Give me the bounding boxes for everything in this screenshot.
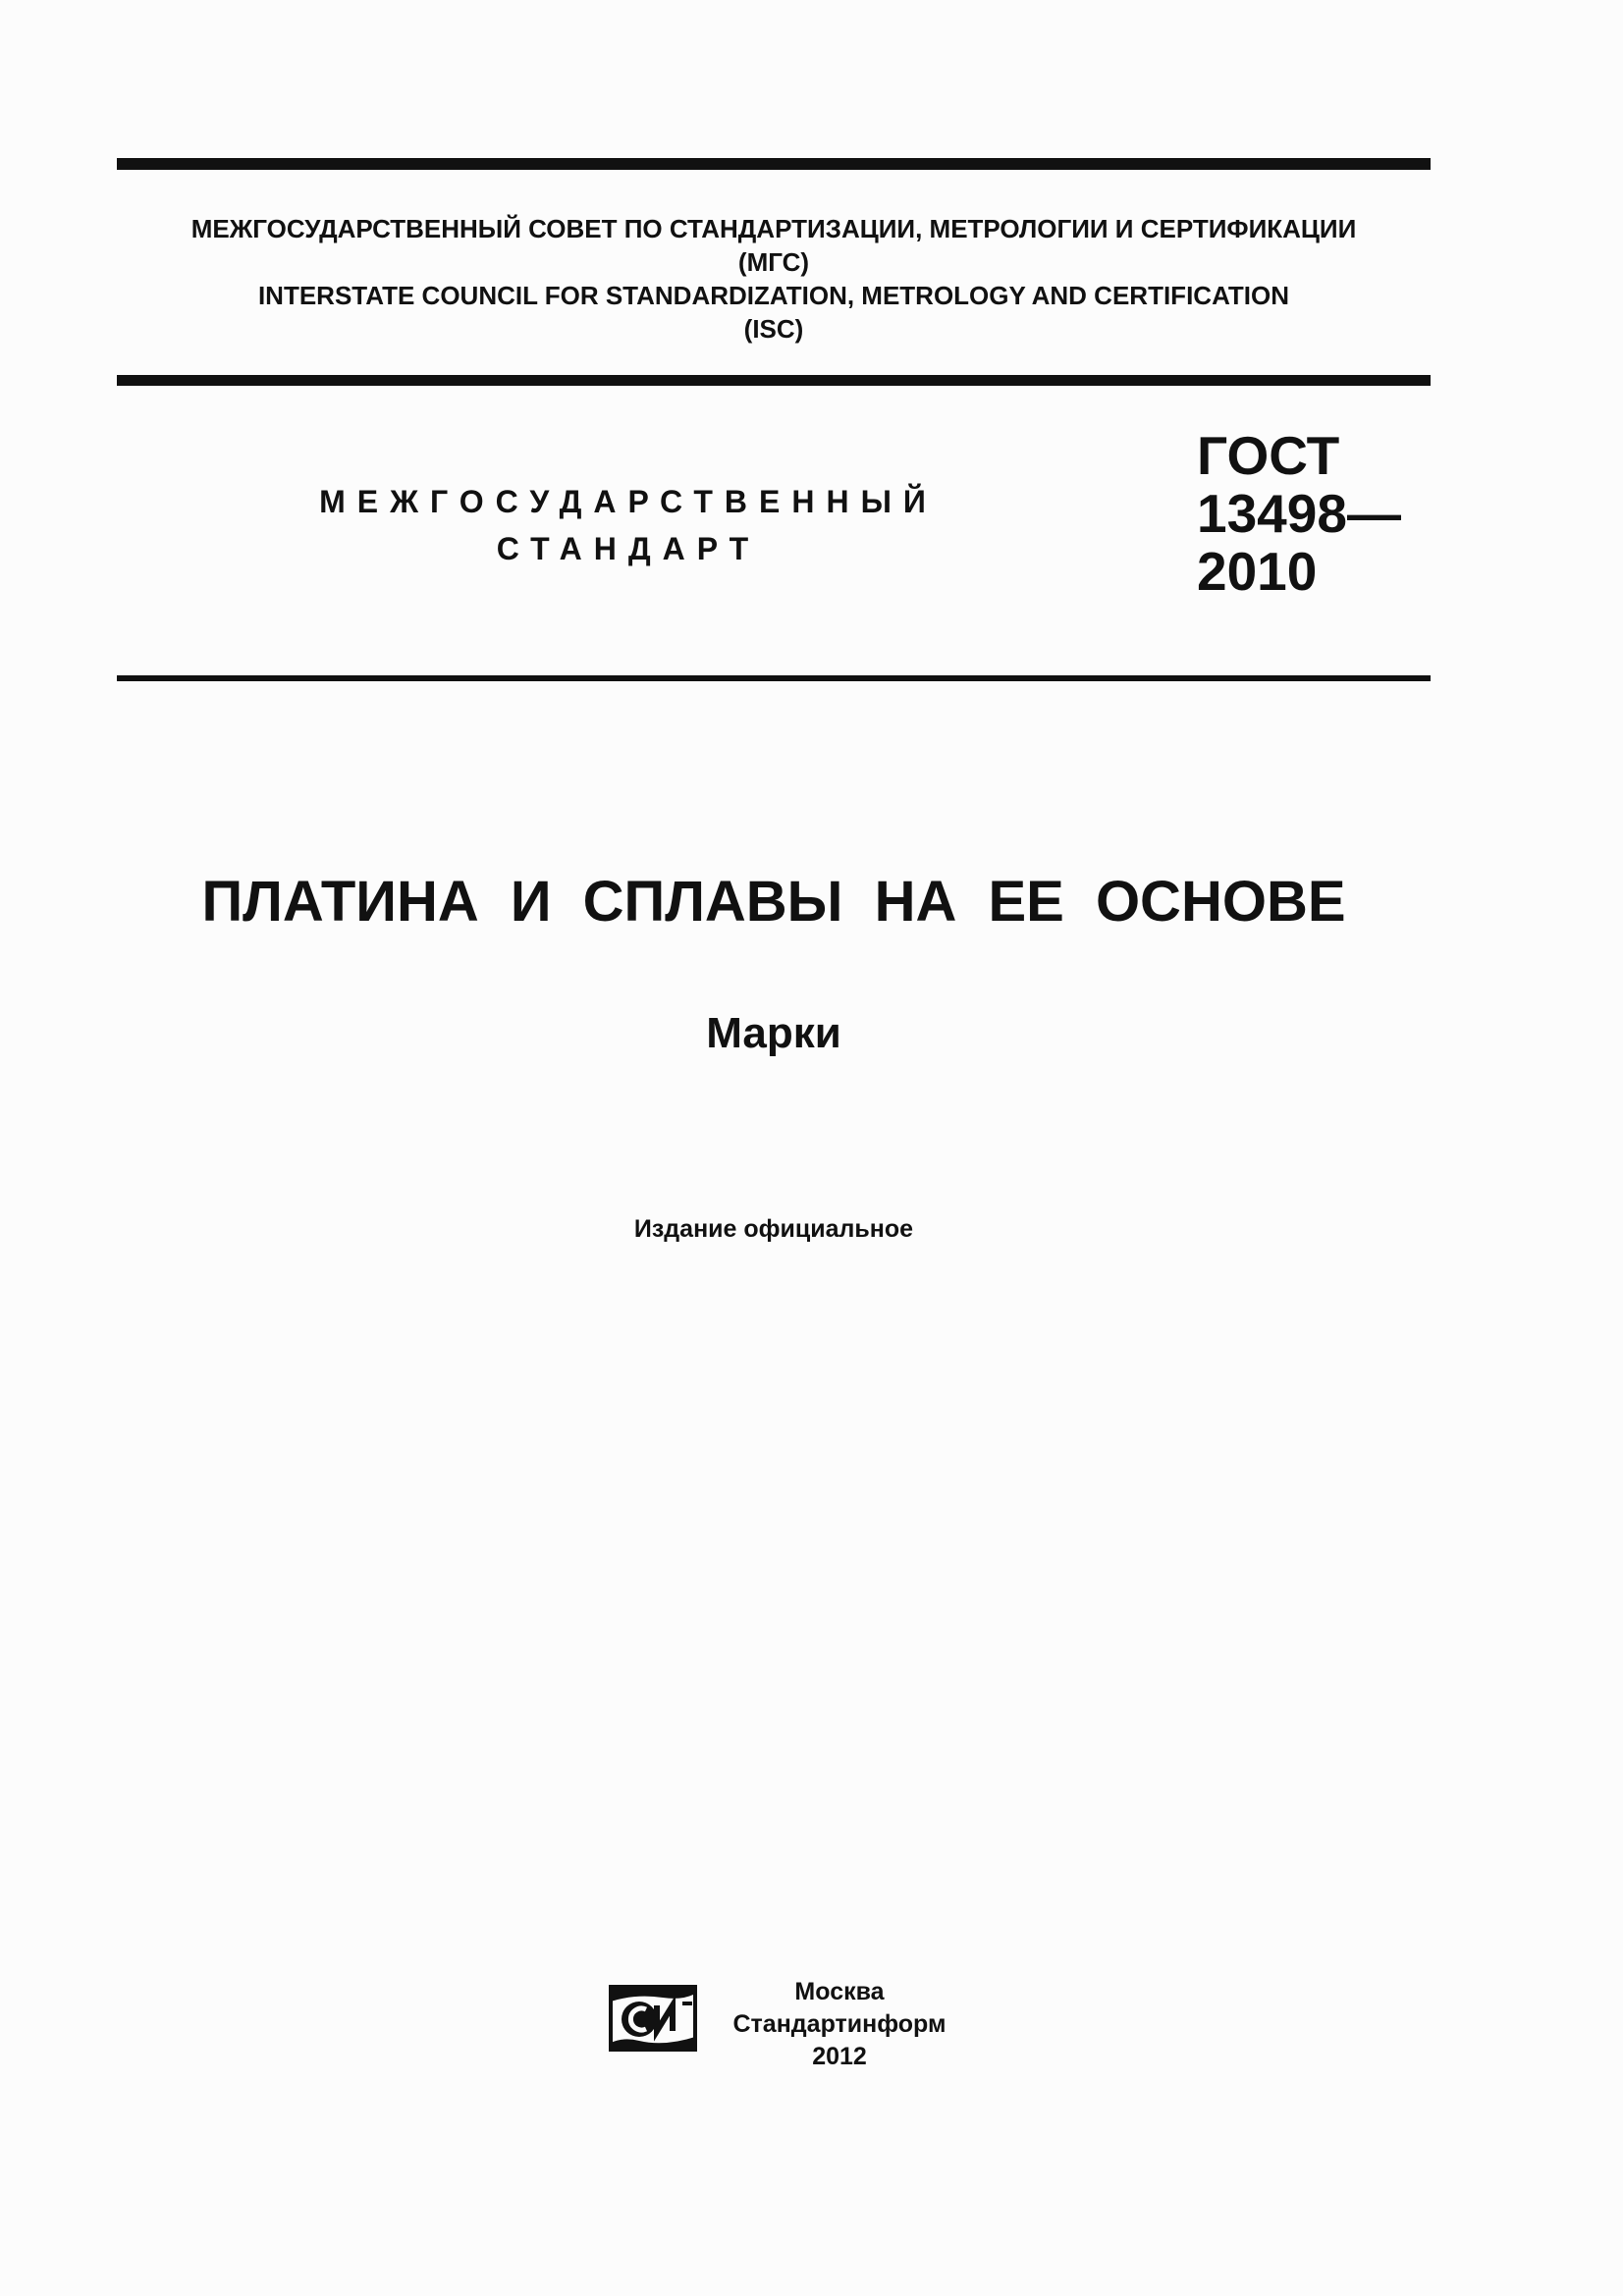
council-abbr-en: (ISC): [743, 314, 804, 344]
gost-label: ГОСТ: [1197, 425, 1340, 486]
publisher-info: [717, 1976, 962, 2073]
publisher-name: Стандартинформ: [732, 2010, 947, 2038]
council-name-ru: МЕЖГОСУДАРСТВЕННЫЙ СОВЕТ ПО СТАНДАРТИЗАЦИИ, МЕТРОЛОГИИ И СЕРТИФИКАЦИИ: [190, 214, 1357, 243]
bottom-rule: [117, 675, 1431, 681]
gost-year: 2010: [1197, 541, 1318, 602]
middle-rule: [117, 375, 1431, 386]
gost-number: 13498—: [1197, 483, 1401, 544]
standard-type-line2: СТАНДАРТ: [496, 531, 761, 566]
standartinform-logo-icon: [606, 1980, 700, 2055]
council-name-en: INTERSTATE COUNCIL FOR STANDARDIZATION, METROLOGY AND CERTIFICATION: [257, 281, 1290, 310]
document-title: ПЛАТИНА И СПЛАВЫ НА ЕЕ ОСНОВЕ: [201, 870, 1346, 934]
gost-designation: [1197, 427, 1401, 601]
edition-note: Издание официальное: [633, 1215, 914, 1243]
top-rule: [117, 158, 1431, 170]
document-subtitle: Марки: [706, 1009, 841, 1057]
publisher-year: 2012: [812, 2043, 867, 2070]
standard-type-line1: МЕЖГОСУДАРСТВЕННЫЙ: [319, 484, 938, 519]
council-abbr-ru: (МГС): [737, 247, 810, 277]
publisher-city: Москва: [794, 1978, 885, 2005]
council-header: [117, 212, 1431, 346]
standard-type: [275, 478, 982, 572]
